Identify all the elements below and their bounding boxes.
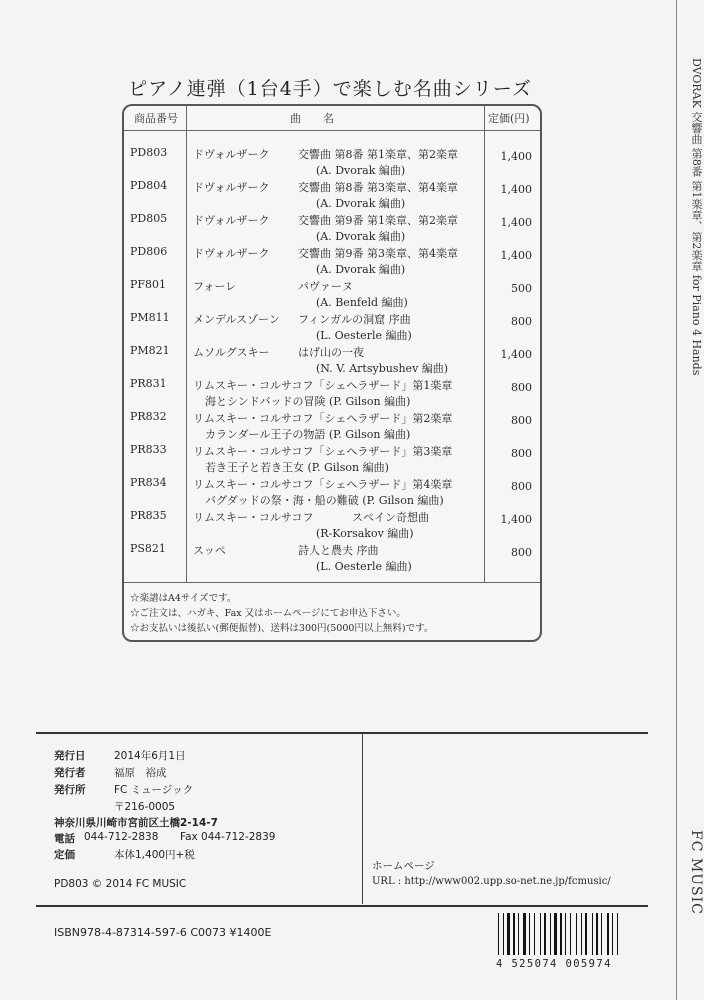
barcode-bar [601, 913, 602, 955]
piece-title: 交響曲 第9番 第3楽章、第4楽章 [298, 247, 458, 260]
piece-title: 詩人と農夫 序曲 [298, 544, 379, 557]
composer: フォーレ [193, 280, 237, 293]
subtitle-arranger: 海とシンドバッドの冒険 (P. Gilson 編曲) [205, 395, 411, 408]
subtitle-arranger: 若き王子と若き王女 (P. Gilson 編曲) [205, 461, 389, 474]
barcode-bar [503, 913, 504, 955]
barcode-bar [585, 913, 587, 955]
composer: ドヴォルザーク [193, 247, 270, 260]
piece-title: 交響曲 第8番 第3楽章、第4楽章 [298, 181, 458, 194]
arranger: (L. Oesterle 編曲) [316, 329, 412, 342]
date-label: 発行日 [54, 750, 86, 762]
price: 1,400 [500, 348, 532, 361]
subtitle-arranger: カランダール王子の物語 (P. Gilson 編曲) [205, 428, 411, 441]
colophon-top-rule [36, 732, 648, 734]
product-code: PS821 [130, 542, 166, 555]
price: 800 [511, 480, 532, 493]
office-label: 発行所 [54, 784, 86, 796]
note-payment: ☆お支払いは後払い(郵便振替)、送料は300円(5000円以上無料)です。 [130, 623, 434, 634]
price: 800 [511, 414, 532, 427]
barcode-bar [498, 913, 499, 955]
price: 1,400 [500, 216, 532, 229]
postal-code: 〒216-0005 [114, 801, 176, 813]
product-code: PR833 [130, 443, 167, 456]
price: 1,400 [500, 249, 532, 262]
barcode-bar [617, 913, 618, 955]
composer: ドヴォルザーク [193, 214, 270, 227]
list-price: 本体1,400円+税 [114, 849, 195, 861]
subtitle-arranger: バグダッドの祭・海・船の難破 (P. Gilson 編曲) [205, 494, 444, 507]
publisher-person: 福原 裕成 [114, 767, 167, 779]
homepage-url[interactable]: URL : http://www002.upp.so-net.ne.jp/fcmusic/ [372, 876, 611, 887]
colophon-divider [362, 733, 363, 904]
composer: ドヴォルザーク [193, 148, 270, 161]
barcode-bar [513, 913, 515, 955]
composer: メンデルスゾーン [193, 313, 280, 326]
piece-title: 交響曲 第9番 第1楽章、第2楽章 [298, 214, 458, 227]
header-code: 商品番号 [134, 112, 178, 125]
barcode-bar [544, 913, 546, 955]
piece-title: リムスキー・コルサコフ「シェヘラザード」第4楽章 [193, 478, 453, 491]
piece-title: リムスキー・コルサコフ「シェヘラザード」第3楽章 [193, 445, 453, 458]
barcode-bar [596, 913, 598, 955]
piece-title: フィンガルの洞窟 序曲 [298, 313, 411, 326]
barcode-bar [570, 913, 571, 955]
product-code: PD806 [130, 245, 168, 258]
fax-number: Fax 044-712-2839 [180, 831, 276, 843]
publisher-office: FC ミュージック [114, 784, 194, 796]
composer: リムスキー・コルサコフ [193, 511, 314, 524]
arranger: (L. Oesterle 編曲) [316, 560, 412, 573]
price: 1,400 [500, 183, 532, 196]
notes-divider [124, 582, 540, 583]
price: 1,400 [500, 150, 532, 163]
homepage-label: ホームページ [372, 860, 435, 872]
product-code: PM821 [130, 344, 170, 357]
publisher-person-label: 発行者 [54, 767, 86, 779]
piece-title: スペイン奇想曲 [352, 511, 429, 524]
spine-title: DVORAK 交響曲 第8番 第1楽章、第2楽章 for Piano 4 Hands [690, 58, 703, 376]
header-title: 曲 名 [290, 112, 334, 125]
product-code: PR835 [130, 509, 167, 522]
barcode-bar [592, 913, 593, 955]
note-order: ☆ご注文は、ハガキ、Fax 又はホームページにてお申込下さい。 [130, 608, 406, 619]
arranger: (A. Dvorak 編曲) [316, 263, 406, 276]
barcode-bar [576, 913, 577, 955]
product-code: PD805 [130, 212, 168, 225]
price: 500 [511, 282, 532, 295]
note-size: ☆楽譜はA4サイズです。 [130, 593, 237, 604]
arranger: (A. Benfeld 編曲) [316, 296, 408, 309]
arranger: (A. Dvorak 編曲) [316, 197, 406, 210]
phone-label: 電話 [54, 833, 75, 845]
spine-publisher: FC MUSIC [688, 830, 704, 915]
barcode-bar [554, 913, 557, 955]
composer: ドヴォルザーク [193, 181, 270, 194]
piece-title: はげ山の一夜 [298, 346, 364, 359]
composer: ムソルグスキー [193, 346, 270, 359]
barcode-bar [581, 913, 582, 955]
barcode-bar [612, 913, 613, 955]
piece-title: リムスキー・コルサコフ「シェヘラザード」第2楽章 [193, 412, 453, 425]
column-divider-code [186, 106, 187, 582]
composer: スッペ [193, 544, 226, 557]
isbn-line: ISBN978-4-87314-597-6 C0073 ¥1400E [54, 926, 272, 939]
arranger: (R-Korsakov 編曲) [316, 527, 414, 540]
barcode-bar [534, 913, 535, 955]
barcode-bar [507, 913, 510, 955]
product-code: PR834 [130, 476, 167, 489]
piece-title: パヴァーヌ [298, 280, 353, 293]
series-title: ピアノ連弾（1台4手）で楽しむ名曲シリーズ [128, 78, 532, 100]
price: 800 [511, 447, 532, 460]
colophon-bottom-rule [36, 905, 648, 907]
header-price: 定価(円) [488, 112, 530, 125]
price-label: 定価 [54, 849, 75, 861]
publication-date: 2014年6月1日 [114, 750, 186, 762]
price: 1,400 [500, 513, 532, 526]
price: 800 [511, 546, 532, 559]
piece-title: リムスキー・コルサコフ「シェヘラザード」第1楽章 [193, 379, 453, 392]
product-code: PR831 [130, 377, 167, 390]
product-code: PF801 [130, 278, 167, 291]
code-copyright: PD803 © 2014 FC MUSIC [54, 878, 187, 890]
barcode-bar [523, 913, 526, 955]
barcode-bar [560, 913, 562, 955]
barcode-bar [540, 913, 541, 955]
piece-title: 交響曲 第8番 第1楽章、第2楽章 [298, 148, 458, 161]
arranger: (A. Dvorak 編曲) [316, 164, 406, 177]
arranger: (A. Dvorak 編曲) [316, 230, 406, 243]
barcode-number: 4 525074 005974 [496, 958, 612, 970]
product-code: PR832 [130, 410, 167, 423]
barcode-bar [565, 913, 566, 955]
barcode-bar [518, 913, 519, 955]
price: 800 [511, 315, 532, 328]
barcode-bar [550, 913, 551, 955]
product-code: PD804 [130, 179, 168, 192]
spine-divider [676, 0, 677, 1000]
product-code: PM811 [130, 311, 170, 324]
address: 神奈川県川崎市宮前区土橋2-14-7 [54, 817, 218, 829]
arranger: (N. V. Artsybushev 編曲) [316, 362, 449, 375]
barcode-bar [607, 913, 609, 955]
product-code: PD803 [130, 146, 168, 159]
price: 800 [511, 381, 532, 394]
phone-number: 044-712-2838 [84, 831, 159, 843]
barcode-bar [529, 913, 530, 955]
column-divider-price [484, 106, 485, 582]
